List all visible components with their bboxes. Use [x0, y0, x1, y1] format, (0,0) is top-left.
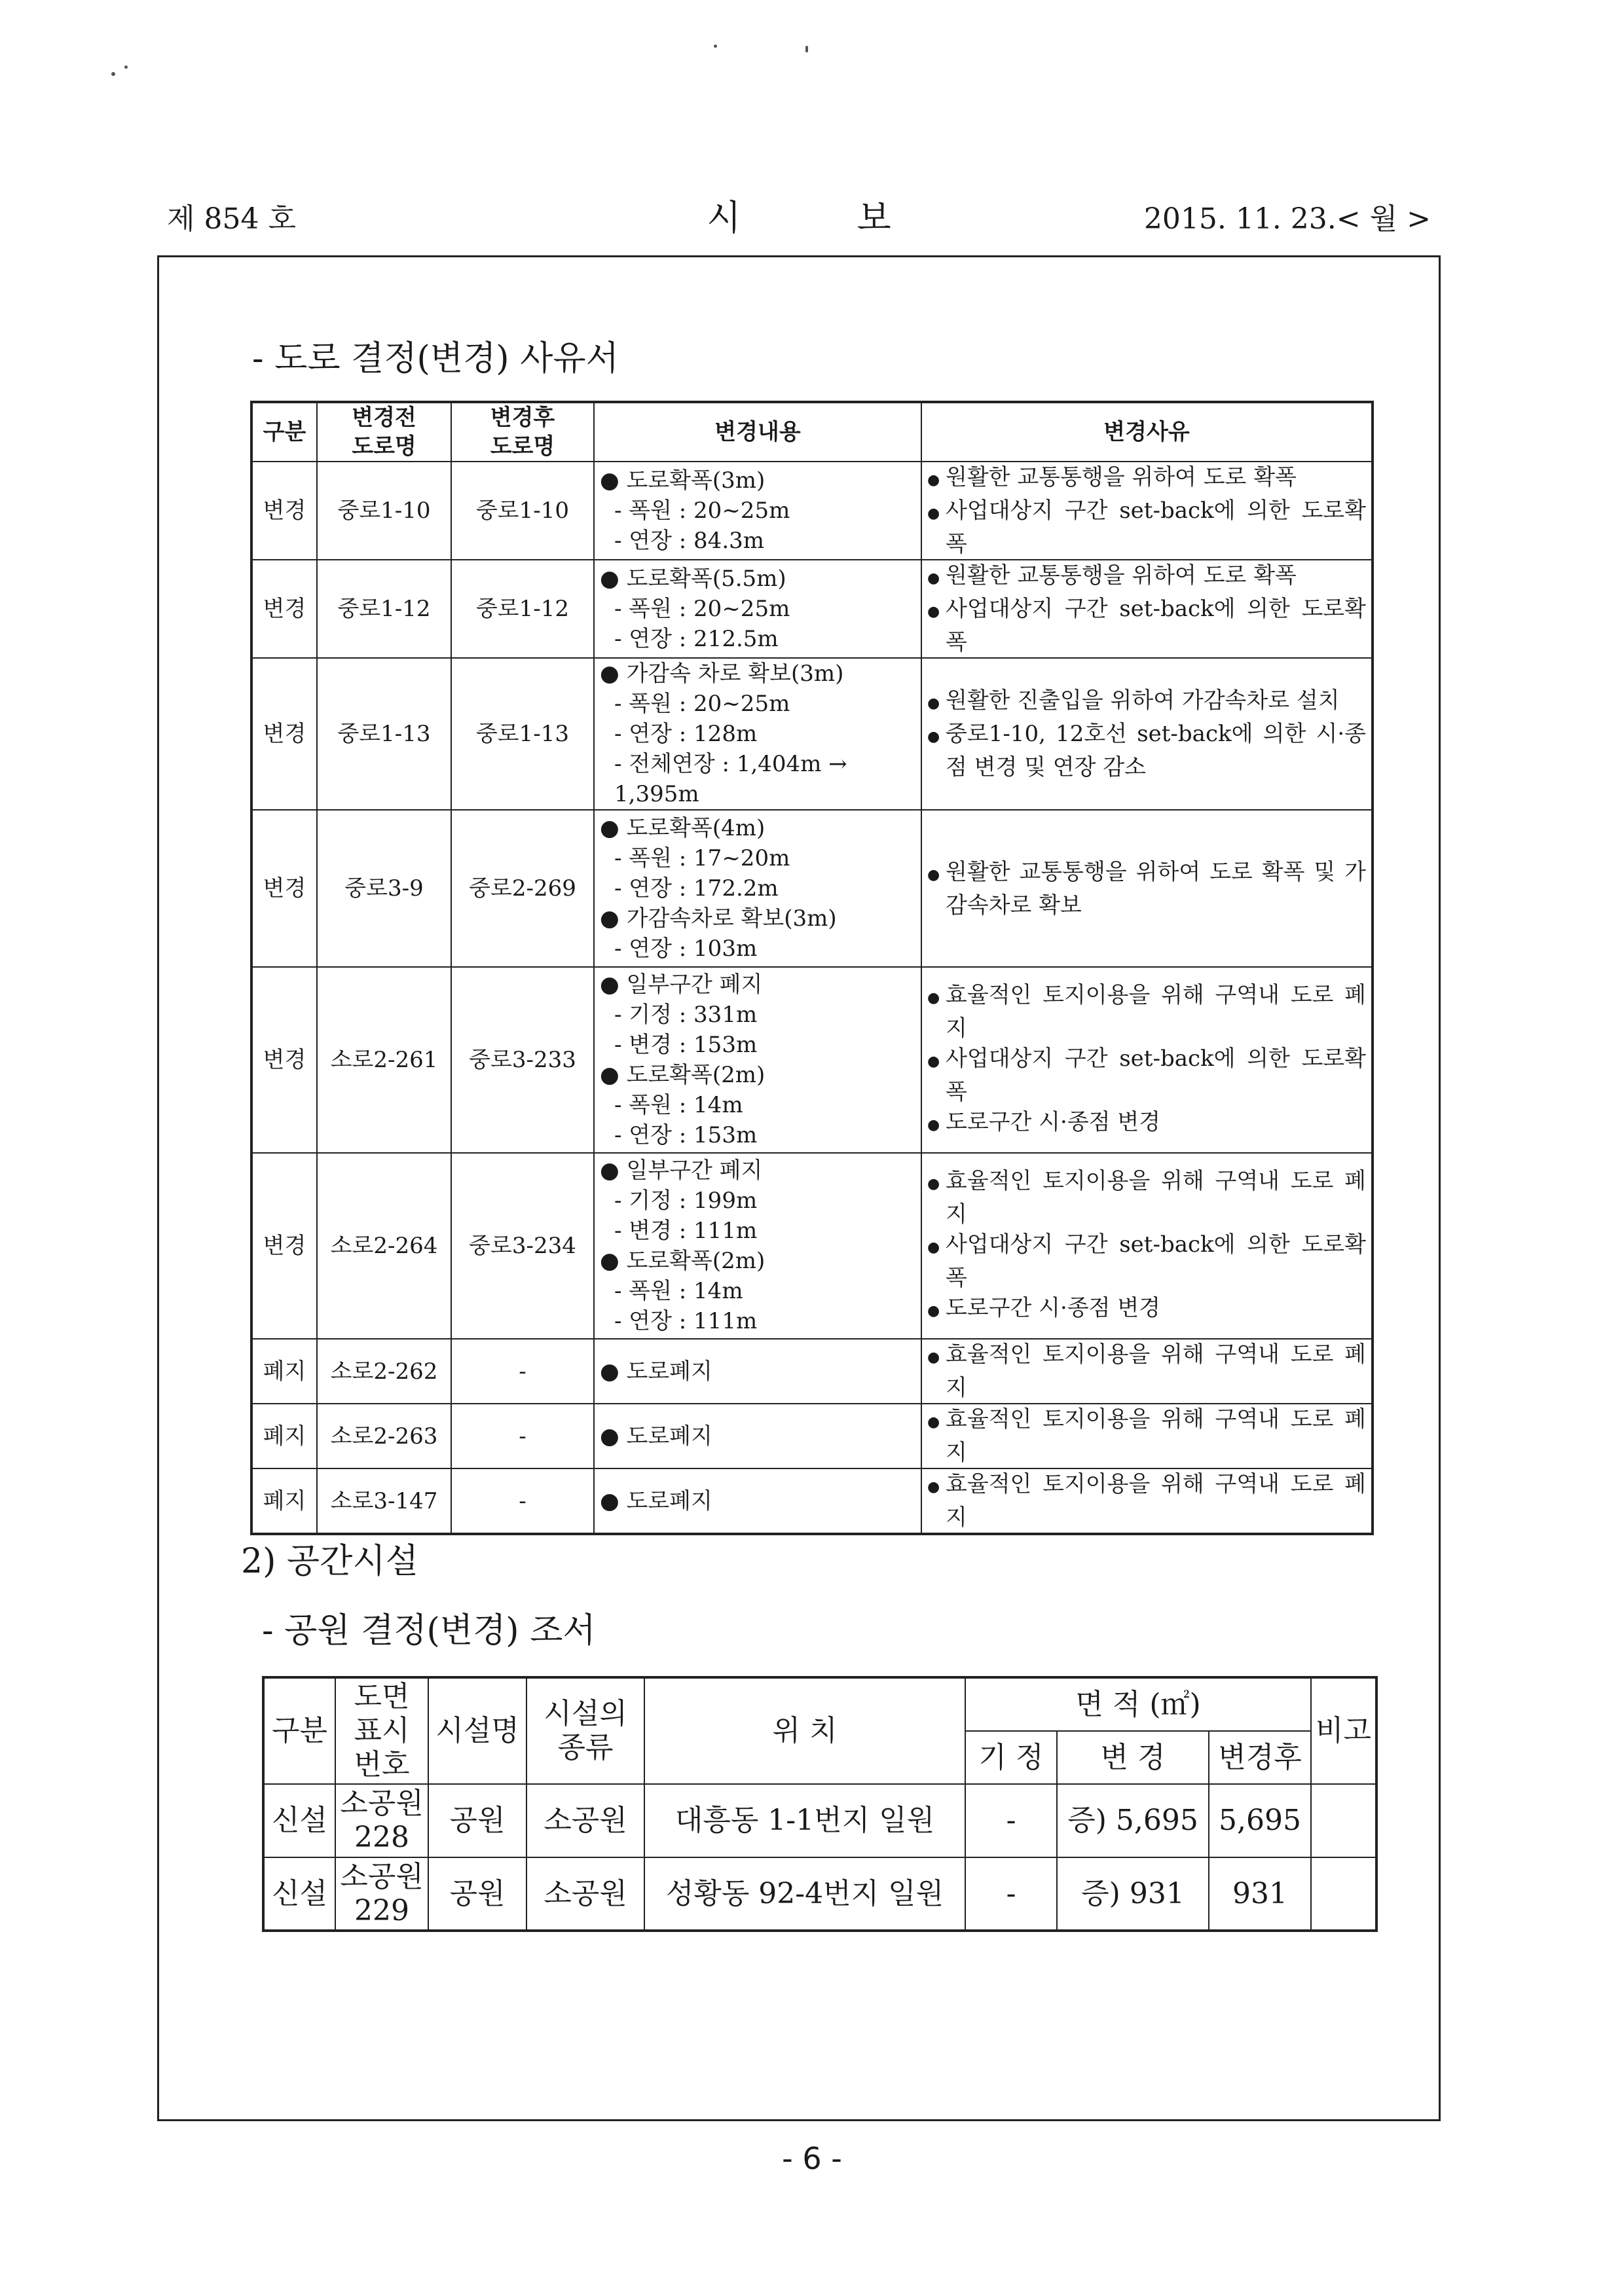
change-content [594, 1468, 921, 1534]
park-area-change: 증) 931 [1057, 1857, 1209, 1931]
road-before: 소로2-264 [317, 1153, 451, 1339]
issue-number: 제 854 호 [167, 202, 296, 236]
change-content [594, 967, 921, 1153]
reason-line: ● 원활한 교통통행을 위하여 도로 확폭 [927, 462, 1366, 496]
bullet-icon: ● [927, 570, 940, 587]
header-type: 구분 [263, 1677, 335, 1784]
change-reason [921, 1404, 1373, 1468]
park-map-no: 소공원 228 [335, 1784, 428, 1857]
reason-line: ● 사업대상지 구간 set-back에 의한 도로확폭 [927, 1231, 1366, 1291]
reason-line: ● 도로구간 시·종점 변경 [927, 1107, 1366, 1140]
header-existing: 기 정 [965, 1731, 1057, 1784]
bullet-icon: ● [927, 1349, 940, 1366]
change-reason [921, 1153, 1373, 1339]
content-line: - 폭원 : 14m [614, 1278, 743, 1304]
content-line: ● 도로폐지 [600, 1358, 712, 1385]
header-facility-name: 시설명 [428, 1677, 526, 1784]
header-reason: 변경사유 [921, 402, 1373, 462]
publication-date: 2015. 11. 23.< 월 > [1143, 202, 1431, 236]
park-note [1311, 1857, 1376, 1931]
row-type: 폐지 [251, 1468, 317, 1534]
content-line: - 연장 : 128m [614, 721, 758, 747]
content-line: 1,395m [614, 781, 699, 807]
reason-line: ● 원활한 진출입을 위하여 가감속차로 설치 [927, 685, 1366, 719]
header-type: 구분 [251, 402, 317, 462]
road-after: - [451, 1468, 594, 1534]
header-before: 변경전 도로명 [317, 402, 451, 462]
bullet-icon: ● [927, 1414, 940, 1430]
road-before: 소로2-263 [317, 1404, 451, 1468]
change-content [594, 1153, 921, 1339]
page-header [167, 190, 1431, 236]
table-header-row [263, 1677, 1376, 1731]
content-line: - 폭원 : 17~20m [614, 845, 790, 871]
bullet-icon: ● [927, 1302, 940, 1319]
road-after: 중로2-269 [451, 810, 594, 967]
table-row [251, 560, 1373, 658]
bullet-icon: ● [927, 1239, 940, 1256]
scan-speck [111, 72, 115, 76]
change-reason [921, 810, 1373, 967]
row-type: 변경 [251, 658, 317, 810]
table-header-row [251, 402, 1373, 462]
park-area-after: 5,695 [1209, 1784, 1311, 1857]
header-content: 변경내용 [594, 402, 921, 462]
header-after-change: 변경후 [1209, 1731, 1311, 1784]
reason-line: ● 원활한 교통통행을 위하여 도로 확폭 [927, 560, 1366, 594]
content-line: - 기정 : 331m [614, 1002, 758, 1028]
row-type: 변경 [251, 1153, 317, 1339]
content-line: - 전체연장 : 1,404m → [614, 751, 847, 777]
reason-line: ● 효율적인 토지이용을 위해 구역내 도로 폐지 [927, 981, 1366, 1042]
road-after: 중로1-12 [451, 560, 594, 658]
bullet-icon: ● [927, 1175, 940, 1192]
table-row [251, 462, 1373, 560]
table-row [251, 967, 1373, 1153]
content-line: ● 일부구간 폐지 [600, 1157, 763, 1184]
content-line: - 연장 : 153m [614, 1122, 758, 1148]
content-line: - 연장 : 84.3m [614, 528, 764, 554]
park-type: 신설 [263, 1784, 335, 1857]
content-line: ● 도로확폭(5.5m) [600, 566, 786, 592]
row-type: 변경 [251, 560, 317, 658]
content-line: - 폭원 : 20~25m [614, 498, 790, 524]
road-after: 중로3-233 [451, 967, 594, 1153]
content-line: ● 도로확폭(2m) [600, 1248, 766, 1274]
road-after: 중로1-10 [451, 462, 594, 560]
table-row [251, 1339, 1373, 1404]
content-line: - 폭원 : 20~25m [614, 691, 790, 717]
road-change-table [250, 401, 1374, 1535]
change-reason [921, 967, 1373, 1153]
content-line: - 폭원 : 20~25m [614, 596, 790, 622]
content-line: - 연장 : 212.5m [614, 626, 779, 652]
reason-line: ● 사업대상지 구간 set-back에 의한 도로확폭 [927, 1045, 1366, 1105]
change-reason [921, 1468, 1373, 1534]
park-area-change: 증) 5,695 [1057, 1784, 1209, 1857]
change-reason [921, 560, 1373, 658]
park-decision-title: - 공원 결정(변경) 조서 [262, 1611, 596, 1650]
road-before: 소로3-147 [317, 1468, 451, 1534]
road-before: 중로3-9 [317, 810, 451, 967]
header-map-no: 도면 표시 번호 [335, 1677, 428, 1784]
road-before: 중로1-13 [317, 658, 451, 810]
park-type: 신설 [263, 1857, 335, 1931]
change-reason [921, 462, 1373, 560]
change-reason [921, 658, 1373, 810]
scan-speck [805, 46, 808, 52]
change-content [594, 658, 921, 810]
table-row [251, 1153, 1373, 1339]
park-area-existing: - [965, 1784, 1057, 1857]
bullet-icon: ● [927, 472, 940, 488]
content-line: - 변경 : 153m [614, 1032, 758, 1058]
reason-line: ● 도로구간 시·종점 변경 [927, 1293, 1366, 1326]
bullet-icon: ● [927, 1053, 940, 1070]
content-line: ● 가감속 차로 확보(3m) [600, 661, 844, 687]
table-row [251, 1404, 1373, 1468]
change-content [594, 1404, 921, 1468]
park-map-no: 소공원 229 [335, 1857, 428, 1931]
park-area-after: 931 [1209, 1857, 1311, 1931]
road-after: - [451, 1339, 594, 1404]
content-line: ● 도로확폭(3m) [600, 467, 766, 494]
road-after: 중로3-234 [451, 1153, 594, 1339]
header-area: 면 적 (㎡) [965, 1677, 1311, 1731]
change-content [594, 810, 921, 967]
content-line: - 기정 : 199m [614, 1188, 758, 1214]
table-row [263, 1857, 1376, 1931]
table-row [251, 1468, 1373, 1534]
reason-line: ● 효율적인 토지이용을 위해 구역내 도로 폐지 [927, 1341, 1366, 1401]
road-reason-title: - 도로 결정(변경) 사유서 [252, 339, 619, 378]
road-after: - [451, 1404, 594, 1468]
road-after: 중로1-13 [451, 658, 594, 810]
header-change: 변 경 [1057, 1731, 1209, 1784]
content-line: ● 도로확폭(4m) [600, 815, 766, 841]
reason-line: ● 효율적인 토지이용을 위해 구역내 도로 폐지 [927, 1167, 1366, 1228]
park-facility-kind: 소공원 [526, 1784, 644, 1857]
header-facility-kind: 시설의 종류 [526, 1677, 644, 1784]
reason-line: ● 사업대상지 구간 set-back에 의한 도로확폭 [927, 596, 1366, 655]
reason-line: ● 효율적인 토지이용을 위해 구역내 도로 폐지 [927, 1471, 1366, 1531]
content-line: ● 가감속차로 확보(3m) [600, 905, 837, 932]
content-line: - 연장 : 111m [614, 1308, 758, 1334]
change-content [594, 1339, 921, 1404]
content-line: ● 도로폐지 [600, 1423, 712, 1449]
space-facility-title: 2) 공간시설 [241, 1542, 418, 1581]
park-location: 대흥동 1-1번지 일원 [644, 1784, 965, 1857]
reason-line: ● 사업대상지 구간 set-back에 의한 도로확폭 [927, 498, 1366, 557]
park-facility-kind: 소공원 [526, 1857, 644, 1931]
header-note: 비고 [1311, 1677, 1376, 1784]
table-row [263, 1784, 1376, 1857]
content-line: ● 일부구간 폐지 [600, 972, 763, 998]
park-note [1311, 1784, 1376, 1857]
park-facility-name: 공원 [428, 1857, 526, 1931]
change-content [594, 560, 921, 658]
row-type: 폐지 [251, 1339, 317, 1404]
road-before: 중로1-12 [317, 560, 451, 658]
bullet-icon: ● [927, 604, 940, 620]
page-number: - 6 - [782, 2141, 842, 2176]
bullet-icon: ● [927, 505, 940, 522]
road-before: 소로2-261 [317, 967, 451, 1153]
bullet-icon: ● [927, 866, 940, 883]
reason-line: ● 효율적인 토지이용을 위해 구역내 도로 폐지 [927, 1406, 1366, 1466]
publication-title: 시 보 [707, 197, 944, 238]
reason-line: ● 중로1-10, 12호선 set-back에 의한 시·종점 변경 및 연장 감소 [927, 721, 1366, 780]
content-line: - 연장 : 172.2m [614, 875, 779, 902]
park-decision-table [262, 1676, 1378, 1932]
bullet-icon: ● [927, 729, 940, 745]
park-area-existing: - [965, 1857, 1057, 1931]
bullet-icon: ● [927, 1116, 940, 1133]
row-type: 변경 [251, 967, 317, 1153]
table-row [251, 810, 1373, 967]
content-line: ● 도로확폭(2m) [600, 1062, 766, 1088]
road-before: 소로2-262 [317, 1339, 451, 1404]
scan-speck [714, 45, 717, 48]
row-type: 폐지 [251, 1404, 317, 1468]
bullet-icon: ● [927, 1479, 940, 1495]
change-content [594, 462, 921, 560]
bullet-icon: ● [927, 695, 940, 712]
content-line: - 연장 : 103m [614, 936, 758, 962]
header-after: 변경후 도로명 [451, 402, 594, 462]
bullet-icon: ● [927, 989, 940, 1006]
park-location: 성황동 92-4번지 일원 [644, 1857, 965, 1931]
scan-speck [124, 65, 128, 69]
header-location: 위 치 [644, 1677, 965, 1784]
content-line: - 폭원 : 14m [614, 1092, 743, 1118]
change-reason [921, 1339, 1373, 1404]
content-line: - 변경 : 111m [614, 1218, 758, 1244]
road-before: 중로1-10 [317, 462, 451, 560]
content-line: ● 도로폐지 [600, 1487, 712, 1514]
park-facility-name: 공원 [428, 1784, 526, 1857]
reason-line: ● 원활한 교통통행을 위하여 도로 확폭 및 가감속차로 확보 [927, 858, 1366, 919]
table-row [251, 658, 1373, 810]
row-type: 변경 [251, 462, 317, 560]
row-type: 변경 [251, 810, 317, 967]
